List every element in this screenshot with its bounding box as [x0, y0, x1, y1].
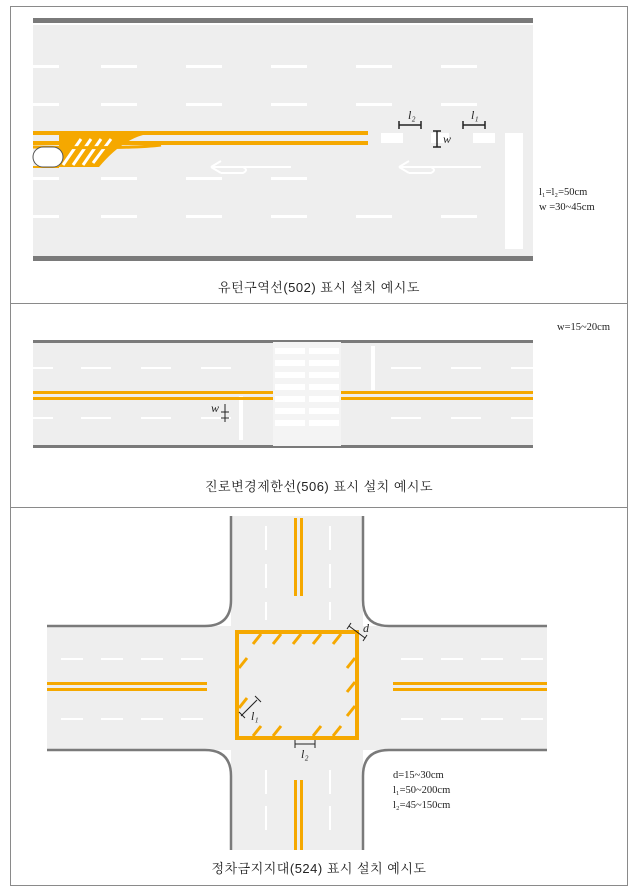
caption-uturn: 유턴구역선(502) 표시 설치 예시도	[218, 280, 420, 295]
label-w: w	[443, 132, 452, 146]
uturn-dash-segments	[381, 133, 495, 143]
caption-no-stopping: 정차금지지대(524) 표시 설치 예시도	[211, 861, 427, 876]
note-w: w =30~45cm	[539, 202, 595, 214]
note-l1-l2: l₁=l₂=50cm	[539, 187, 588, 198]
vertical-white-bar	[505, 133, 523, 249]
label-w: w	[211, 401, 220, 415]
label-d: d	[363, 621, 369, 635]
panel-lane-change-restriction	[10, 304, 628, 508]
label-l1: l₁	[471, 108, 479, 122]
note-d: d=15~30cm	[393, 770, 444, 781]
label-l2: l₂	[301, 747, 309, 761]
top-edge-line	[33, 18, 533, 23]
intersection-diagram	[11, 508, 627, 886]
median-nose	[33, 147, 63, 167]
note-l2: l₂=45~150cm	[393, 800, 451, 812]
label-l1: l₁	[251, 709, 259, 723]
note-l1: l₁=50~200cm	[393, 785, 451, 797]
label-l2: l₂	[408, 108, 416, 122]
note-w: w=15~20cm	[557, 322, 611, 333]
uturn-diagram	[11, 7, 627, 305]
lane-change-notes	[557, 320, 610, 335]
caption-lane-change: 진로변경제한선(506) 표시 설치 예시도	[205, 479, 433, 494]
uturn-notes	[539, 185, 595, 215]
no-stopping-notes	[393, 768, 450, 814]
panel-no-stopping-zone	[10, 508, 628, 886]
panel-uturn-zone	[10, 6, 628, 304]
bottom-edge-line	[33, 256, 533, 261]
